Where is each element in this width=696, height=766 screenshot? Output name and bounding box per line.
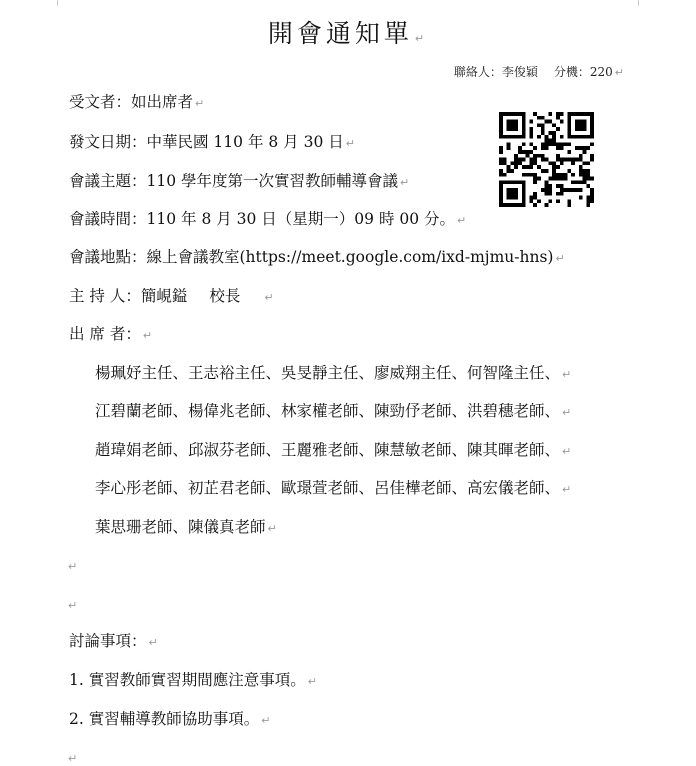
qr-code-image — [499, 112, 594, 207]
recipient-line: 受文者：如出席者 ↵ — [69, 93, 205, 111]
discussion-item: 2. 實習輔導教師協助事項。 ↵ — [69, 710, 271, 728]
discussion-item: 1. 實習教師實習期間應注意事項。 ↵ — [69, 671, 317, 689]
time-line: 會議時間：110 年 8 月 30 日（星期一）09 時 00 分。 ↵ — [69, 210, 467, 228]
empty-paragraph: ↵ — [68, 560, 78, 573]
chair-line: 主 持 人：簡峴鎰 校長 ↵ — [69, 287, 274, 305]
attendees-line: 趙瑋娟老師、邱淑芬老師、王麗雅老師、陳慧敏老師、陳其暉老師、 ↵ — [95, 441, 572, 459]
location-line: 會議地點：線上會議教室(https://meet.google.com/ixd-mjmu-hns) ↵ — [69, 248, 565, 266]
attendees-line: 江碧蘭老師、楊偉兆老師、林家權老師、陳勁伃老師、洪碧穗老師、 ↵ — [95, 402, 572, 420]
empty-paragraph: ↵ — [68, 752, 78, 765]
contact-info: 聯絡人：李俊穎 分機：220 ↵ — [453, 65, 624, 79]
date-line: 發文日期：中華民國 110 年 8 月 30 日 ↵ — [69, 133, 355, 151]
attendees-line: 葉思珊老師、陳儀真老師 ↵ — [95, 518, 277, 536]
page-corner-right — [628, 0, 639, 6]
discussion-heading: 討論事項： ↵ — [69, 632, 158, 650]
document-title: 開會通知單 ↵ — [267, 19, 429, 48]
attendees-line: 楊珮妤主任、王志裕主任、吳旻靜主任、廖威翔主任、何智隆主任、 ↵ — [95, 364, 572, 382]
empty-paragraph: ↵ — [68, 599, 78, 612]
attendees-label: 出 席 者： ↵ — [69, 325, 153, 343]
page-corner-left — [57, 0, 68, 6]
attendees-line: 李心彤老師、初芷君老師、歐璟萱老師、呂佳樺老師、高宏儀老師、 ↵ — [95, 479, 572, 497]
subject-line: 會議主題：110 學年度第一次實習教師輔導會議 ↵ — [69, 172, 410, 190]
contact-extension: 分機：220 — [553, 65, 613, 79]
contact-person: 聯絡人：李俊穎 — [453, 65, 538, 79]
